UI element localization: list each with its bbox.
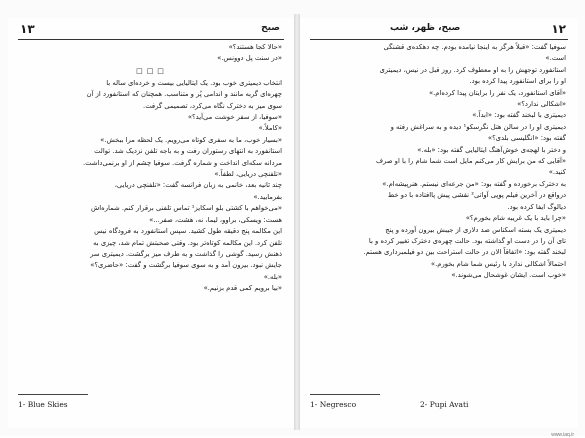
text-line: تلفن کرد. این مکالمه کوتاه‌تر بود. وقتی صحبتش تمام شد، چیزی به	[93, 238, 282, 247]
text-line: جایش نبود. بیرون آمد و به سوی سوفیا برگشت و گفت: «حاضری؟»	[90, 261, 282, 270]
text-line: ذهنش رسید. گوشی را گذاشت و به طرف میز برگشت. دیمیتری سر	[90, 249, 282, 258]
left-running-title: صبح	[261, 23, 280, 33]
right-page-number: ۱۲	[551, 22, 566, 36]
text-line: تای آن را در دست او گذاشته بود. حالت چهره‌ی دخترک تغییر کرده و با	[368, 236, 566, 245]
right-page	[300, 18, 578, 438]
text-line: دیمیتری یک بسته اسکناس صد دلاری از جیبش بیرون آورده و پنج	[385, 225, 566, 234]
text-line: کنید.»	[548, 168, 566, 177]
text-line: «چرا باید با یک غریبه شام بخورم؟»	[465, 214, 566, 223]
text-line: «بسیار خوب، ما به سفری کوتاه می‌رویم. یک لحظه مرا ببخش.»	[100, 135, 282, 144]
text-line: سوفیا گفت: «قبلاً هرگز به اینجا نیامده بودم. چه دهکده‌ی قشنگی	[383, 43, 566, 51]
footnote: 1- Blue Skies	[18, 400, 68, 409]
text-line: مردانه سکه‌ای انداخت و شماره گرفت. سوفیا چشم از او برنمی‌داشت.	[82, 158, 282, 167]
text-line: «اشکالی ندارد؟»	[517, 100, 566, 109]
footnote-rule	[18, 394, 88, 395]
text-line: او را برای استانفورد پیدا کرده بود.	[469, 77, 566, 86]
text-line: است.»	[545, 54, 566, 63]
text-line: «بله.»	[263, 272, 282, 281]
text-line: گفته بود: «انگلیسی بلدی؟»	[487, 134, 566, 143]
right-page-text	[314, 42, 566, 282]
text-line: استانفورد توجهش را به او معطوف کرد. روز قبل در نیس، دیمیتری	[379, 65, 566, 74]
text-line: دیمیتری با لبخند گفته بود: «ابداً.»	[472, 111, 566, 120]
text-line: لبخند گفته بود: «اتفاقاً الان در حالت استراحت بین دو فیلمبرداری هستم.	[363, 248, 566, 257]
left-page-header	[18, 22, 284, 38]
text-line: چند ثانیه بعد، خانمی به زبان فرانسه گفت: «تلفنچی دریایی،	[114, 181, 282, 190]
text-line: «بیا برویم کمی قدم بزنیم.»	[203, 284, 282, 293]
text-line: «می‌خواهم با کشتی بلو اسکایز¹ تماس تلفنی برقرار کنم. شماره‌اش	[90, 204, 282, 213]
left-page-text	[22, 42, 282, 295]
text-line: «در سنت پل دوونس.»	[217, 54, 282, 63]
text-line: احتمالاً اشکالی ندارد با رئیس شما شام بخورم.»	[430, 259, 566, 268]
text-line: استانفورد به انتهای رستوران رفت و به باجه تلفن نزدیک شد. توالت	[94, 147, 282, 156]
right-page-header	[310, 22, 568, 38]
text-line: دیمیتری او را در سالن هتل نگرسکو¹ دیده و به سراغش رفته و	[390, 122, 566, 131]
text-line: چهره‌ای گربه مانند و اندامی پُر و متناسب. همچنان که استانفورد از آن	[86, 90, 282, 99]
text-line: دیالوگ ایفا کرده بود.	[507, 202, 566, 211]
right-header-rule	[310, 39, 568, 40]
text-line: «خوب است. ایشان غوشحال می‌شوند.»	[451, 271, 566, 280]
right-running-title: صبح، ظهر، شب	[390, 23, 461, 33]
text-line: «تلفنچی دریایی، لطفاً.»	[214, 170, 282, 179]
text-line: انتخاب دیمیتری خوب بود. یک ایتالیایی بیست و خرده‌ای ساله با	[106, 78, 282, 87]
text-line: بفرمایید.»	[253, 192, 282, 201]
text-line: «حالا کجا هستند؟»	[228, 43, 282, 51]
text-line: این مکالمه پنج دقیقه طول کشید. سپس استانفورد به فرودگاه نیس	[94, 227, 282, 236]
left-page	[8, 18, 294, 428]
section-ornament: □□□	[136, 66, 168, 75]
text-line: هست: ویسکی، براوو، لیما، نه، هشت، صفر...»	[149, 215, 282, 224]
left-header-rule	[18, 39, 284, 40]
footnote: 1- Negresco	[310, 400, 357, 409]
text-line: سوی میز به دخترک نگاه می‌کرد، تصمیمی گرفت.	[143, 101, 282, 110]
text-line: به دخترک برخورده و گفته بود: «من جرعه‌ای نیستم. هنرپیشه‌ام.»	[382, 179, 566, 188]
footnote-rule	[310, 394, 380, 395]
text-line: «آقایی که من برایش کار می‌کنم مایل است شما شام را با او صرف	[375, 157, 566, 166]
text-line: و دختر با لهجه‌ی خوش‌آهنگ ایتالیایی گفته بود: «بله.»	[417, 145, 566, 154]
text-line: «سوفیا، از سفر خوشت می‌آید؟»	[187, 113, 282, 122]
text-line: «آقای استانفورد، یک نفر را برایتان پیدا کرده‌ام.»	[428, 88, 566, 97]
text-line: «کاملاً.»	[258, 124, 282, 133]
left-page-number: ۱۳	[20, 22, 35, 36]
watermark-url: www.iaq.ir	[551, 432, 574, 438]
footnote: 2- Pupi Avati	[420, 400, 469, 409]
text-line: درواقع در آخرین فیلم پوپی آواتی² نقشی پیش پاافتاده با دو خط	[387, 191, 566, 200]
